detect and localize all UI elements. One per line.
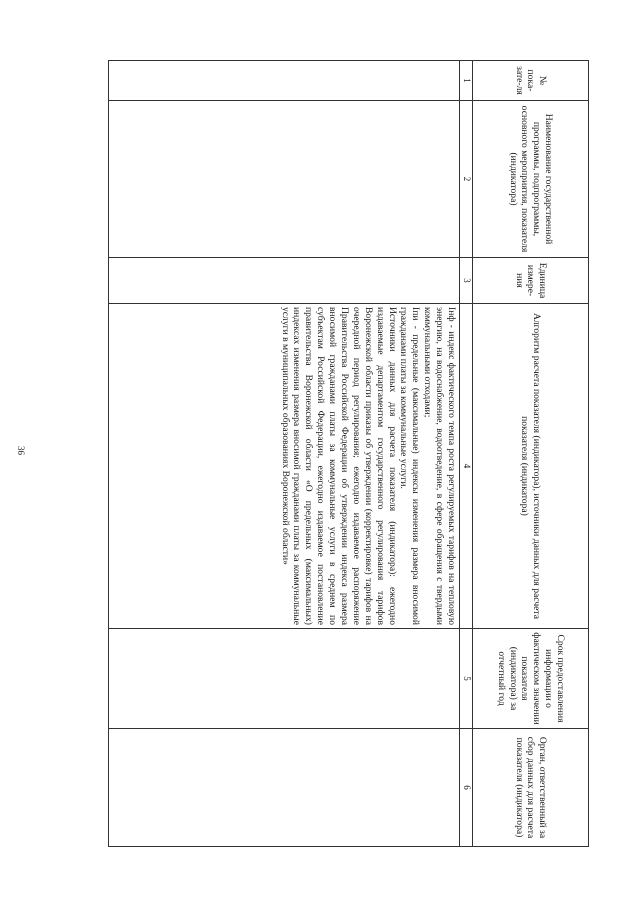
table-header-row [473, 61, 589, 847]
column-number: 6 [460, 729, 473, 847]
algorithm-line-actual-index: Iнф - индекс фактического темпа роста регулируемых тарифов на тепловую энергию, на водоснабжение, водоотведение, в сфере обращения с твердыми коммунальными отходами; [422, 307, 457, 625]
column-number: 4 [460, 304, 473, 629]
cell-number [109, 61, 460, 101]
header-deadline: Срок предоставления информации о фактическом значении показателя (индикатора) за отчетный год [473, 629, 589, 729]
rotated-page-content [108, 60, 589, 846]
column-number-row [460, 61, 473, 847]
cell-algorithm [109, 304, 460, 629]
cell-unit [109, 258, 460, 304]
header-algorithm: Алгоритм расчета показателя (индикатора), источники данных для расчета показателя (индикатора) [473, 304, 589, 629]
algorithm-line-max-index: Iпи - предельные (максимальные) индексы изменения размера вносимой гражданами платы за коммунальные услуги. [398, 307, 422, 625]
header-program-name: Наименование государственной программы, подпрограммы, основного мероприятия, показателя (индикатора) [473, 101, 589, 258]
header-responsible: Орган, ответственный за сбор данных для расчета показателя (индикатора) [473, 729, 589, 847]
header-indicator-number: № пока-зате-ля [473, 61, 589, 101]
algorithm-line-data-sources: Источники данных для расчета показателя (индикатора): ежегодно издаваемые департаментом государственного регулирования тарифов Воронежской области приказы об утверждении (корректировке) тарифов на очередной период регулирования; ежегодно издаваемое распоряжение Правительства Российской Федерации об утверждении индекса размера вносимой гражданами платы за коммунальные услуги в среднем по субъектам Российской Федерации, ежегодно издаваемое постановление правительства Воронежской области «О предельных (максимальных) индексах изменения размера вносимой гражданами платы за коммунальные услуги в муниципальных образованиях Воронежской области» [279, 307, 398, 625]
column-number: 3 [460, 258, 473, 304]
header-unit: Единица измере-ния [473, 258, 589, 304]
table-row [109, 61, 460, 847]
cell-name [109, 101, 460, 258]
page-number: 36 [16, 446, 26, 455]
cell-deadline [109, 629, 460, 729]
indicator-table [108, 60, 589, 847]
column-number: 2 [460, 101, 473, 258]
column-number: 1 [460, 61, 473, 101]
column-number: 5 [460, 629, 473, 729]
cell-responsible [109, 729, 460, 847]
